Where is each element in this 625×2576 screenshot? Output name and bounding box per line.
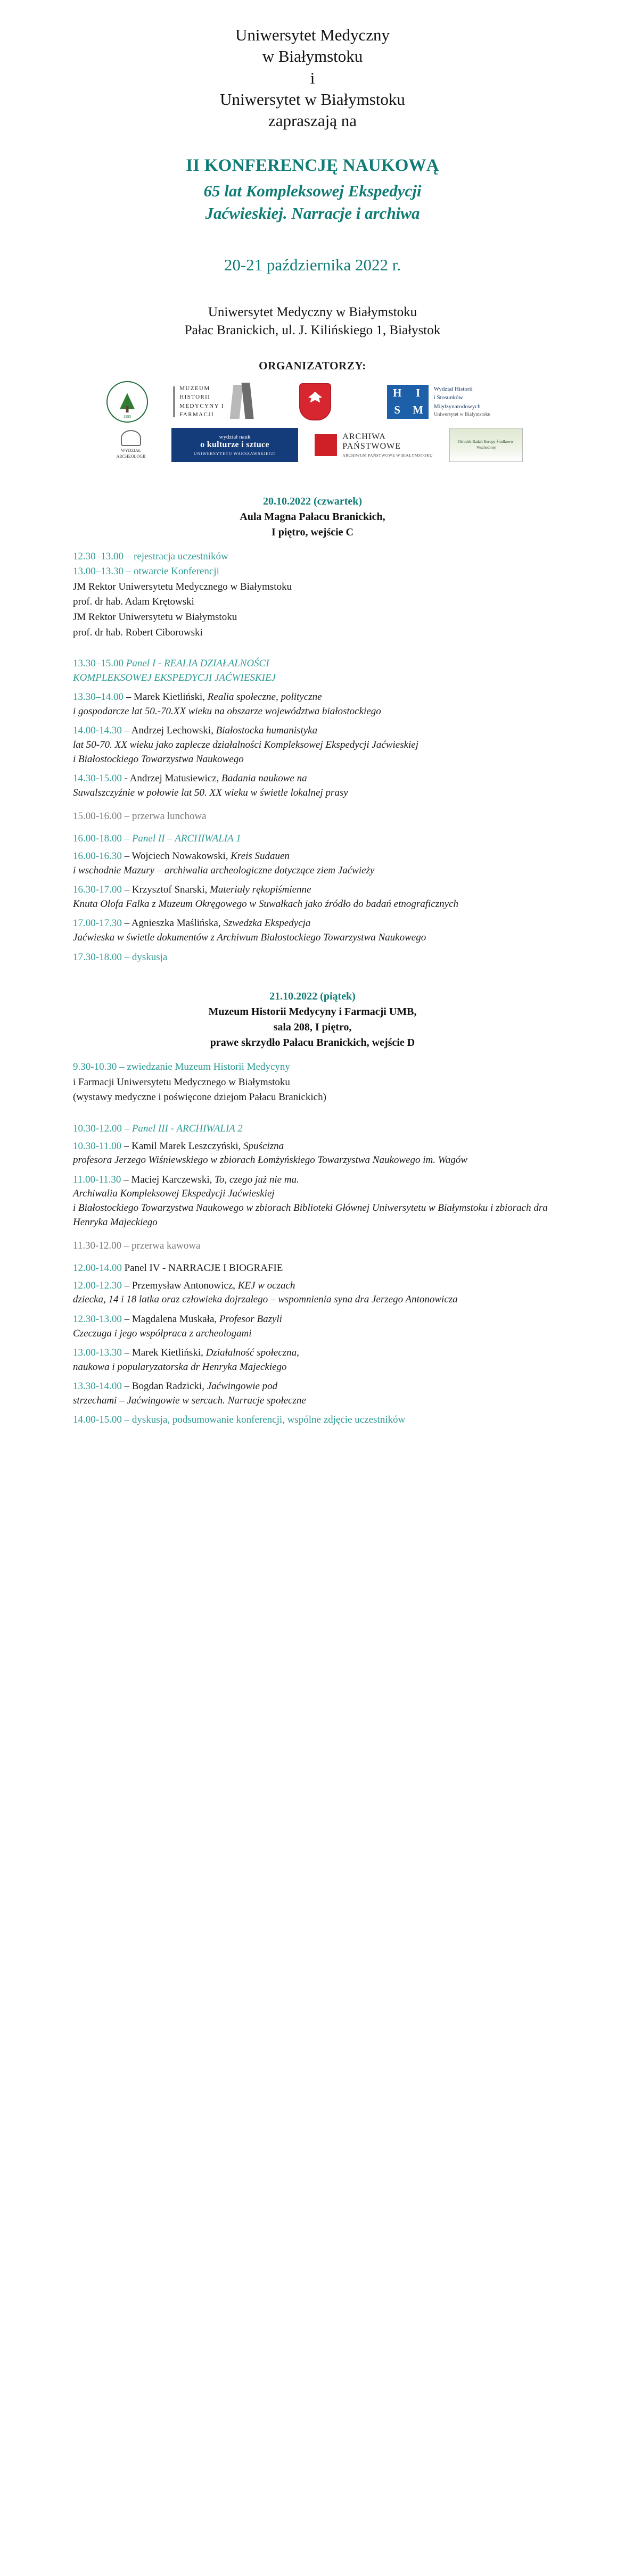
- paper-4-4: [73, 1380, 552, 1394]
- conference-venue: [0, 303, 625, 340]
- entry-text: otwarcie Konferencji: [134, 566, 219, 577]
- entry-opening: [73, 565, 552, 579]
- panel-1: [73, 657, 552, 800]
- paper-4-2: [73, 1312, 552, 1327]
- paper-3-1-cont: profesora Jerzego Wiśniewskiego w zbiorach Łomżyńskiego Towarzystwa Naukowego im. Wagów: [73, 1154, 468, 1166]
- paper-3-2-cont2: i Białostockiego Towarzystwa Naukowego w zbiorach Biblioteki Głównej Uniwersytetu w Białymstoku i zbiorach dra Henryka Majeckiego: [73, 1202, 548, 1228]
- invitation-block: [0, 24, 625, 131]
- emblem-year: 1993: [124, 414, 131, 419]
- wns-line-3: UNIWERSYTETU WARSZAWSKIEGO: [193, 451, 276, 456]
- paper-4-1: [73, 1279, 552, 1293]
- paper-2-1-cont: i wschodnie Mazury – archiwalia archeologiczne dotyczące ziem Jaćwieży: [73, 864, 375, 876]
- hism-letter-i: I: [416, 386, 421, 400]
- conference-subtitle: [0, 180, 625, 224]
- conference-title: II KONFERENCJĘ NAUKOWĄ: [186, 156, 439, 176]
- paper-title: KEJ w oczach: [237, 1279, 295, 1291]
- eagle-emblem-logo: [283, 381, 347, 423]
- paper-1-2-cont: lat 50-70. XX wieku jako zaplecze działalności Kompleksowej Ekspedycji Jaćwieskiej: [73, 739, 419, 751]
- entry-time: 9.30-10.30: [73, 1061, 117, 1073]
- conference-date: 20-21 października 2022 r.: [224, 255, 401, 274]
- wns-line-2: o kulturze i sztuce: [200, 440, 269, 449]
- panel-4-label: Panel IV - NARRACJE I BIOGRAFIE: [124, 1262, 283, 1274]
- paper-time: 16.00-16.30: [73, 851, 122, 862]
- hism-logo: [359, 381, 519, 423]
- paper-time: 12.00-12.30: [73, 1279, 122, 1291]
- paper-title: To, czego już nie ma.: [215, 1174, 299, 1185]
- paper-time: 14.00-15.00: [73, 1414, 122, 1426]
- wydzial-archeologii-logo: [102, 428, 160, 462]
- museum-history-pharmacy-logo: [160, 382, 272, 422]
- paper-title: Realia społeczne, polityczne: [207, 691, 322, 703]
- paper-time: 16.30-17.00: [73, 884, 122, 896]
- panel-2: [73, 832, 552, 964]
- entry-museum-tour: [73, 1060, 552, 1075]
- panel-1-time: 13.30–15.00: [73, 658, 124, 670]
- obes-text: Ośrodek Badań Europy Środkowo-Wschodniej: [458, 439, 514, 450]
- paper-author: - Andrzej Matusiewicz,: [124, 773, 219, 785]
- entry-rector-ub-title: JM Rektor Uniwersytetu w Białymstoku: [73, 611, 237, 623]
- conference-subtitle-line-1: 65 lat Kompleksowej Ekspedycji: [203, 181, 422, 201]
- day1-date: 20.10.2022 (czwartek): [262, 495, 363, 507]
- invitation-line-4: Uniwersytet w Białymstoku: [220, 89, 405, 109]
- paper-1-3: [73, 772, 552, 786]
- paper-time: 14.30-15.00: [73, 773, 122, 785]
- museum-logo-line-3: MEDYCYNY I: [179, 402, 224, 409]
- hism-title-line-1: Wydział Historii: [433, 385, 473, 392]
- venue-line-2: Pałac Branickich, ul. J. Kilińskiego 1, Białystok: [184, 323, 441, 338]
- day2-heading: [73, 989, 552, 1051]
- hism-title-line-2: i Stosunków: [433, 394, 463, 401]
- paper-title: Kreis Sudauen: [231, 851, 290, 862]
- osrodek-badan-europy-srodkowo-wschodniej-logo: [449, 428, 523, 462]
- day2-place-line-1: Muzeum Historii Medycyny i Farmacji UMB,: [208, 1006, 417, 1018]
- paper-author: – Bogdan Radzicki,: [124, 1381, 204, 1392]
- paper-author: – Kamil Marek Leszczyński,: [124, 1140, 241, 1152]
- paper-2-4-discussion: [73, 951, 552, 965]
- paper-author: – Wojciech Nowakowski,: [124, 851, 228, 862]
- paper-time: 13.30–14.00: [73, 691, 124, 703]
- hism-letter-h: H: [393, 386, 402, 400]
- paper-2-3: [73, 917, 552, 931]
- panel-1-title-line-2: KOMPLEKSOWEJ EKSPEDYCJI JAĆWIESKIEJ: [73, 672, 276, 683]
- panel-3-heading: [73, 1122, 552, 1136]
- paper-1-1-cont: i gospodarcze lat 50.-70.XX wieku na obszarze województwa białostockiego: [73, 705, 381, 717]
- paper-time: 17.00-17.30: [73, 918, 122, 929]
- paper-time: 13.30-14.00: [73, 1381, 122, 1392]
- wydzial-nauk-o-kulturze-i-sztuce-logo: [171, 428, 298, 462]
- paper-1-2-cont2: i Białostockiego Towarzystwa Naukowego: [73, 753, 244, 765]
- panel-2-title: – Panel II – ARCHIWALIA 1: [124, 833, 241, 845]
- paper-2-2-cont: Knuta Olofa Falka z Muzeum Okręgowego w Suwałkach jako źródło do badań etnograficznych: [73, 898, 459, 910]
- entry-time: 13.00–13.30: [73, 566, 124, 577]
- coffee-break: 11.30-12.00 – przerwa kawowa: [73, 1240, 201, 1252]
- entry-time: 12.30–13.00: [73, 550, 124, 562]
- panel-4-time: 12.00-14.00: [73, 1262, 122, 1274]
- entry-rector-ub-name: prof. dr hab. Robert Ciborowski: [73, 626, 203, 638]
- panel-2-time: 16.00-18.00: [73, 833, 122, 845]
- circle-emblem-logo: [106, 381, 148, 423]
- day1-heading: [73, 494, 552, 540]
- paper-3-2: [73, 1173, 552, 1187]
- paper-1-1: [73, 690, 552, 705]
- program-section: [73, 480, 552, 1442]
- entry-dash: –: [117, 1061, 127, 1073]
- museum-logo-text: [179, 384, 224, 419]
- day2-place-line-3: prawe skrzydło Pałacu Branickich, wejście D: [210, 1037, 415, 1049]
- day2-opening-entries: [73, 1060, 552, 1105]
- panel-1-title-line-1: Panel I - REALIA DZIAŁALNOŚCI: [126, 658, 269, 670]
- entry-text: rejestracja uczestników: [134, 550, 228, 562]
- entry-registration: [73, 550, 552, 564]
- invitation-line-3: i: [310, 68, 315, 87]
- paper-1-2: [73, 724, 552, 738]
- paper-time: 11.00-11.30: [73, 1174, 121, 1185]
- paper-author: – Andrzej Lechowski,: [124, 725, 213, 737]
- paper-4-3-cont: naukowa i popularyzatorska dr Henryka Majeckiego: [73, 1361, 287, 1373]
- paper-time: 12.30-13.00: [73, 1313, 122, 1325]
- museum-logo-line-2: HISTORII: [179, 394, 211, 401]
- hism-logo-text: [434, 385, 491, 419]
- divider-bar: [173, 386, 175, 417]
- panel-4-heading: [73, 1261, 552, 1276]
- archeologia-line-1: WYDZIAŁ: [121, 448, 141, 453]
- panel-2-heading: [73, 832, 552, 846]
- logo-row-2: [46, 428, 579, 462]
- day1-place-line-2: I piętro, wejście C: [271, 526, 354, 538]
- day1-opening-entries: [73, 550, 552, 640]
- hism-letter-m: M: [413, 403, 424, 417]
- paper-2-3-cont: Jaćwieska w świetle dokumentów z Archiwum Białostockiego Towarzystwa Naukowego: [73, 932, 426, 944]
- paper-author: – Przemysław Antonowicz,: [124, 1279, 236, 1291]
- paper-4-4-cont: strzechami – Jaćwingowie w sercach. Narracje społeczne: [73, 1394, 306, 1406]
- paper-3-1: [73, 1140, 552, 1154]
- eagle-shield-icon: [299, 383, 331, 420]
- entry-text: zwiedzanie Muzeum Historii Medycyny: [127, 1061, 290, 1073]
- paper-author: – Marek Kietliński,: [126, 691, 205, 703]
- paper-title: Badania naukowe na: [221, 773, 307, 785]
- entry-rector-umb-name: prof. dr hab. Adam Krętowski: [73, 596, 194, 608]
- panel-4: [73, 1261, 552, 1427]
- entry-rector-umb-title: JM Rektor Uniwersytetu Medycznego w Białymstoku: [73, 581, 292, 592]
- paper-title: Szwedzka Ekspedycja: [223, 918, 311, 929]
- paper-4-2-cont: Czeczuga i jego współpraca z archeologami: [73, 1327, 252, 1339]
- paper-3-2-cont: Archiwalia Kompleksowej Ekspedycji Jaćwieskiej: [73, 1188, 275, 1200]
- logo-row-1: [46, 381, 579, 423]
- tree-trunk-icon: [126, 406, 129, 412]
- archeologia-line-2: ARCHEOLOGII: [116, 453, 146, 459]
- archiwa-panstwowe-logo: [310, 428, 438, 462]
- paper-time: 17.30-18.00: [73, 951, 122, 963]
- panel-3-time: 10.30-12.00: [73, 1122, 122, 1134]
- paper-title: Jaćwingowie pod: [207, 1381, 278, 1392]
- day1-place-line-1: Aula Magna Pałacu Branickich,: [240, 510, 385, 523]
- paper-title: Profesor Bazyli: [219, 1313, 282, 1325]
- organizers-label: ORGANIZATORZY:: [259, 359, 366, 372]
- conference-subtitle-line-2: Jaćwieskiej. Narracje i archiwa: [205, 204, 420, 223]
- paper-author: – dyskusja: [124, 951, 168, 963]
- entry-museum-tour-cont-1: i Farmacji Uniwersytetu Medycznego w Białymstoku: [73, 1076, 290, 1088]
- paper-time: 13.00-13.30: [73, 1347, 122, 1359]
- panel-1-heading: [73, 657, 552, 671]
- entry-dash: –: [124, 566, 134, 577]
- paper-author: – Agnieszka Maślińska,: [124, 918, 221, 929]
- paper-author: – dyskusja, podsumowanie konferencji, wspólne zdjęcie uczestników: [124, 1414, 406, 1426]
- entry-museum-tour-cont-2: (wystawy medyczne i poświęcone dziejom Pałacu Branickich): [73, 1092, 326, 1103]
- archiwa-line-1: ARCHIWA: [342, 432, 386, 441]
- paper-4-5-discussion: [73, 1413, 552, 1427]
- paper-title: Działalność społeczna,: [205, 1347, 299, 1359]
- archiwa-subtitle: ARCHIWUM PAŃSTWOWE W BIAŁYMSTOKU: [342, 452, 433, 458]
- pharmacy-mark-icon: [228, 382, 258, 422]
- paper-title: Białostocka humanistyka: [216, 725, 318, 737]
- hism-title-line-3: Międzynarodowych: [433, 403, 481, 410]
- paper-title: Spuścizna: [243, 1140, 284, 1152]
- archiwa-line-2: PAŃSTWOWE: [342, 441, 401, 451]
- hism-letters-icon: [387, 385, 429, 419]
- invitation-line-1: Uniwersytet Medyczny: [235, 26, 390, 44]
- paper-author: – Maciej Karczewski,: [124, 1174, 212, 1185]
- paper-author: – Krzysztof Snarski,: [124, 884, 208, 896]
- lunch-break: 15.00-16.00 – przerwa lunchowa: [73, 811, 207, 822]
- paper-time: 10.30-11.00: [73, 1140, 122, 1152]
- paper-4-3: [73, 1346, 552, 1360]
- invitation-line-5: zapraszają na: [268, 111, 357, 130]
- archiwa-square-icon: [315, 434, 337, 456]
- hism-letter-s: S: [394, 403, 401, 417]
- museum-logo-line-1: MUZEUM: [179, 385, 210, 392]
- organizer-logos: [46, 381, 579, 462]
- invitation-line-2: w Białymstoku: [262, 47, 363, 66]
- wns-line-1: wydział nauk: [219, 433, 251, 440]
- venue-line-1: Uniwersytet Medyczny w Białymstoku: [208, 304, 417, 319]
- paper-1-3-cont: Suwalszczyźnie w połowie lat 50. XX wieku w świetle lokalnej prasy: [73, 787, 348, 798]
- archiwa-text: [342, 432, 432, 458]
- entry-dash: –: [124, 550, 134, 562]
- paper-2-1: [73, 849, 552, 864]
- panel-3: [73, 1122, 552, 1229]
- hism-subtitle: Uniwersytet w Białymstoku: [433, 412, 491, 418]
- paper-title: Materiały rękopiśmienne: [210, 884, 311, 896]
- archaeology-glyph-icon: [121, 430, 141, 446]
- day2-place-line-2: sala 208, I piętro,: [273, 1021, 352, 1034]
- paper-author: – Magdalena Muskała,: [124, 1313, 217, 1325]
- paper-2-2: [73, 883, 552, 897]
- day2-date: 21.10.2022 (piątek): [269, 990, 356, 1003]
- paper-4-1-cont: dziecka, 14 i 18 latka oraz człowieka dojrzałego – wspomnienia syna dra Jerzego Antonowicza: [73, 1294, 458, 1306]
- panel-3-title: – Panel III - ARCHIWALIA 2: [124, 1122, 243, 1134]
- museum-logo-line-4: FARMACJI: [179, 411, 215, 418]
- paper-author: – Marek Kietliński,: [124, 1347, 203, 1359]
- paper-time: 14.00-14.30: [73, 725, 122, 737]
